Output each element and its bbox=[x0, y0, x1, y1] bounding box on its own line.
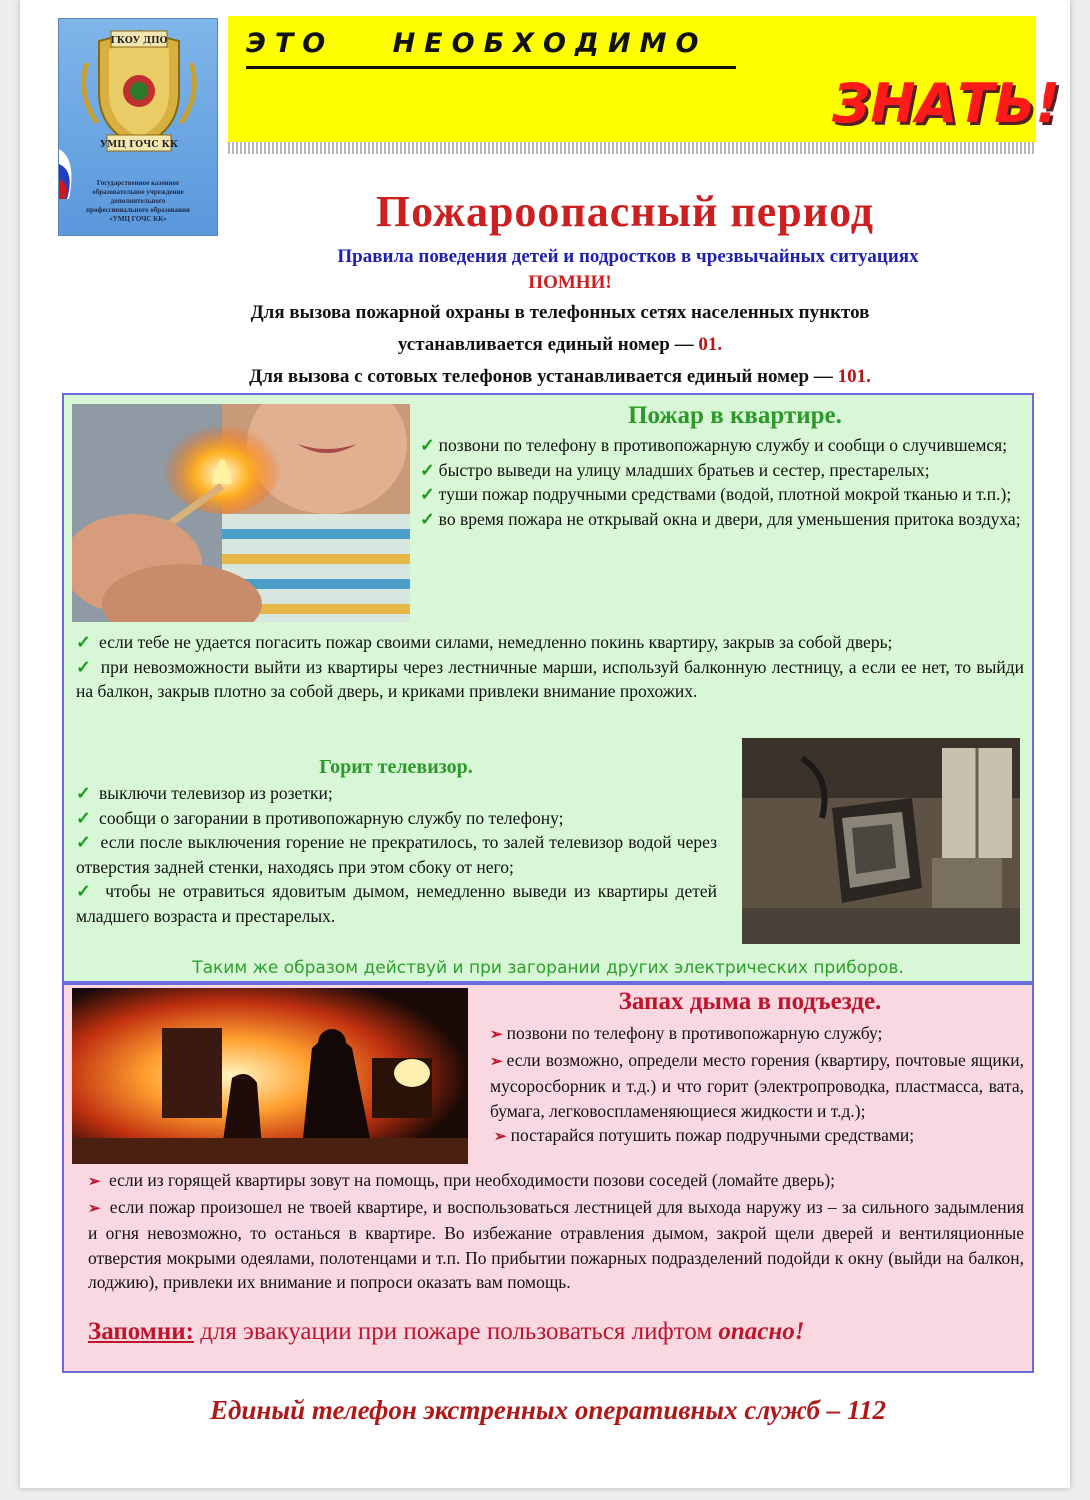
phone-101: 101. bbox=[837, 366, 871, 387]
arrow-icon: ➢ bbox=[88, 1174, 101, 1190]
list-item: ✓ быстро выведи на улицу младших братьев и сестер, престарелых; bbox=[420, 459, 930, 480]
list-item: ✓ при невозможности выйти из квартиры через лестничные марши, используй балконную лестницу, а если ее нет, то выйди на балкон, закрыв плотно за собой дверь, и криками привлеки внимание прохожих. bbox=[76, 656, 1024, 702]
phone-01: 01. bbox=[698, 334, 723, 355]
banner-top-text: ЭТО НЕОБХОДИМО bbox=[246, 28, 708, 59]
list-item: ➢ если возможно, определи место горения (квартиру, почтовые ящики, мусоросборник и т.д.) и что горит (электропроводка, пластмасса, вата, бумага, легковоспламеняющиеся жидкости и т.д.); bbox=[490, 1049, 1024, 1121]
info-line-2: устанавливается единый номер — 01. bbox=[397, 334, 723, 355]
check-icon: ✓ bbox=[420, 435, 435, 455]
logo-top-text: ГКОУ ДПО bbox=[110, 36, 168, 46]
check-icon: ✓ bbox=[76, 632, 91, 652]
apartment-title: Пожар в квартире. bbox=[628, 402, 842, 429]
check-icon: ✓ bbox=[76, 807, 91, 828]
tv-title: Горит телевизор. bbox=[319, 756, 473, 778]
list-item: ✓ позвони по телефону в противопожарную службу и сообщи о случившемся; bbox=[420, 435, 1008, 455]
page-subtitle: Правила поведения детей и подростков в чрезвычайных ситуациях bbox=[337, 246, 919, 267]
banner-stripe bbox=[228, 142, 1036, 154]
apartment-list-right bbox=[420, 433, 1024, 531]
list-item: ✓ сообщи о загорании в противопожарную службу по телефону; bbox=[76, 807, 564, 828]
list-item: ✓ если после выключения горение не прекратилось, то залей телевизор водой через отверстия задней стенки, находясь при этом сбоку от него; bbox=[76, 832, 717, 877]
check-icon: ✓ bbox=[76, 656, 92, 677]
logo-bottom-text: УМЦ ГОЧС КК bbox=[99, 140, 179, 150]
check-icon: ✓ bbox=[420, 508, 435, 529]
elevator-warning: Запомни: для эвакуации при пожаре пользоваться лифтом опасно! bbox=[88, 1318, 805, 1345]
arrow-icon: ➢ bbox=[490, 1053, 503, 1070]
check-icon: ✓ bbox=[76, 881, 94, 902]
arrow-icon: ➢ bbox=[494, 1129, 507, 1146]
arrow-icon: ➢ bbox=[88, 1200, 101, 1217]
list-item: ➢ если пожар произошел не твоей квартире, и воспользоваться лестницей для выхода наружу из – за сильного задымления и огня невозможно, то останься в квартире. Во избежание отравления дымом, закрой щели дверей и вентиляционные отверстия мокрыми одеялами, полотенцами и т.п. По прибытии пожарных подразделений подойди к окну (выйди на балкон, лоджию), привлеки их внимание и попроси оказать вам помощь. bbox=[88, 1196, 1024, 1293]
list-item: ✓ во время пожара не открывай окна и двери, для уменьшения притока воздуха; bbox=[420, 508, 1021, 529]
list-item: ✓ если тебе не удается погасить пожар своими силами, немедленно покинь квартиру, закрыв за собой дверь; bbox=[76, 632, 893, 652]
arrow-icon: ➢ bbox=[490, 1027, 503, 1043]
check-icon: ✓ bbox=[76, 783, 91, 803]
banner-underline bbox=[246, 66, 736, 69]
warning-emphasis: опасно! bbox=[718, 1318, 805, 1345]
shield-emblem-icon bbox=[77, 23, 201, 159]
smoke-list-full bbox=[88, 1168, 1024, 1295]
tv-list bbox=[76, 781, 717, 929]
smoke-list-right bbox=[490, 1021, 1024, 1150]
page-title: Пожароопасный период bbox=[375, 187, 875, 236]
smoke-title: Запах дыма в подъезде. bbox=[618, 988, 882, 1015]
check-icon: ✓ bbox=[420, 484, 435, 505]
list-item: ✓ выключи телевизор из розетки; bbox=[76, 783, 333, 803]
tv-note: Таким же образом действуй и при загорании других электрических приборов. bbox=[192, 958, 904, 978]
list-item: ✓ туши пожар подручными средствами (водой, плотной мокрой тканью и т.п.); bbox=[420, 484, 1012, 505]
photo-burnt-tv bbox=[742, 738, 1020, 944]
check-icon: ✓ bbox=[420, 459, 435, 480]
banner-know-text: ЗНАТЬ! bbox=[832, 72, 1060, 135]
list-item: ➢ если из горящей квартиры зовут на помощь, при необходимости позови соседей (ломайте дверь); bbox=[88, 1170, 836, 1190]
warning-label: Запомни: bbox=[88, 1318, 194, 1345]
photo-child-match bbox=[72, 404, 410, 622]
emergency-phone-footer: Единый телефон экстренных оперативных служб – 112 bbox=[209, 1395, 887, 1425]
photo-burning-room bbox=[72, 988, 468, 1164]
check-icon: ✓ bbox=[76, 832, 92, 853]
remember-label: ПОМНИ! bbox=[528, 272, 612, 293]
logo bbox=[58, 18, 218, 236]
logo-caption: Государственное казенное образовательное учреждение дополнительного профессионального образования «УМЦ ГОЧС КК» bbox=[86, 179, 190, 223]
apartment-list-full bbox=[76, 630, 1024, 704]
list-item: ➢ позвони по телефону в противопожарную службу; bbox=[490, 1023, 883, 1043]
info-line-1: Для вызова пожарной охраны в телефонных сетях населенных пунктов bbox=[250, 302, 870, 323]
list-item: ✓ чтобы не отравиться ядовитым дымом, немедленно выведи из квартиры детей младшего возраста и престарелых. bbox=[76, 881, 717, 926]
list-item: ➢ постарайся потушить пожар подручными средствами; bbox=[494, 1125, 915, 1146]
info-line-3: Для вызова с сотовых телефонов устанавливается единый номер — 101. bbox=[249, 366, 871, 387]
